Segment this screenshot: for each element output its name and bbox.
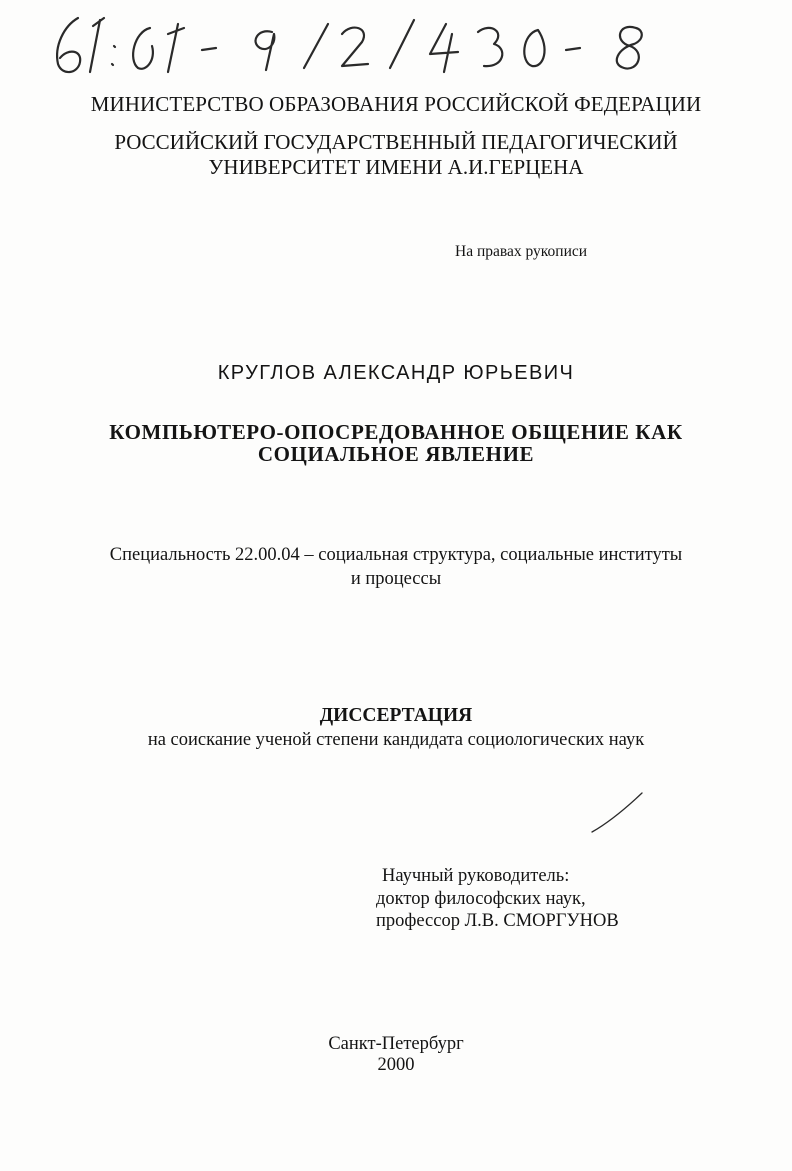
dissertation-title-line1: КОМПЬЮТЕРО-ОПОСРЕДОВАННОЕ ОБЩЕНИЕ КАК [109,420,683,444]
author-name: КРУГЛОВ АЛЕКСАНДР ЮРЬЕВИЧ [217,362,575,384]
dissertation-label: ДИССЕРТАЦИЯ [319,705,473,726]
specialty-line2: и процессы [350,569,442,589]
university-name-line2: УНИВЕРСИТЕТ ИМЕНИ А.И.ГЕРЦЕНА [208,155,584,179]
city: Санкт-Петербург [328,1034,464,1054]
signature-mark [588,790,648,835]
handwritten-catalog-mark [38,6,678,86]
dissertation-subtitle: на соискание ученой степени кандидата социологических наук [147,730,645,750]
supervisor-degree: доктор философских наук, [376,889,586,909]
supervisor-heading: Научный руководитель: [382,866,570,886]
manuscript-rights-note: На правах рукописи [455,243,588,260]
ministry-heading: МИНИСТЕРСТВО ОБРАЗОВАНИЯ РОССИЙСКОЙ ФЕДЕРАЦИИ [90,92,702,116]
specialty-line1: Специальность 22.00.04 – социальная структура, социальные институты [109,545,683,565]
supervisor-name: профессор Л.В. СМОРГУНОВ [376,911,619,931]
dissertation-title-line2: СОЦИАЛЬНОЕ ЯВЛЕНИЕ [257,442,535,466]
university-name-line1: РОССИЙСКИЙ ГОСУДАРСТВЕННЫЙ ПЕДАГОГИЧЕСКИЙ [114,130,678,154]
year: 2000 [377,1055,415,1075]
